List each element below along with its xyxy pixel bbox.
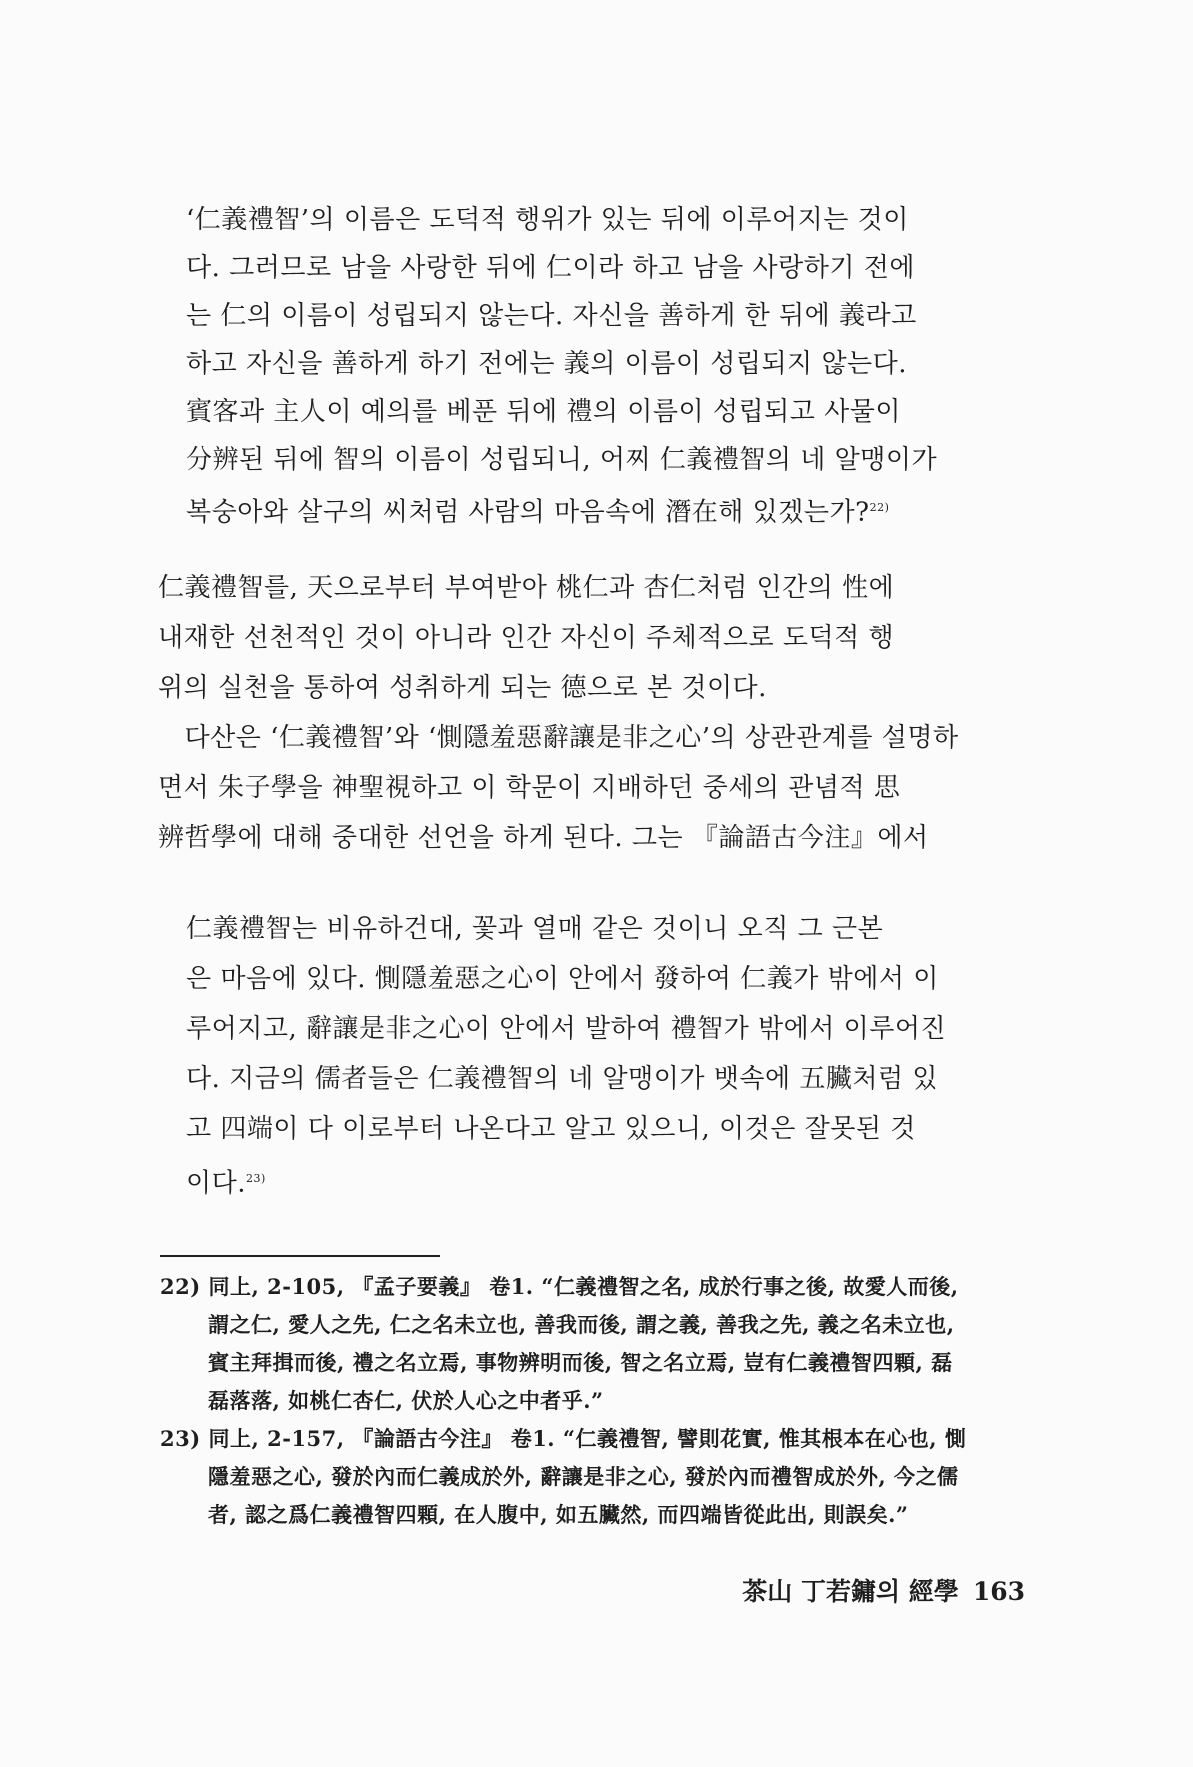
body-line: 辨哲學에 대해 중대한 선언을 하게 된다. 그는 『論語古今注』에서 bbox=[158, 823, 929, 853]
footnote-ref-23[interactable]: 23) bbox=[246, 1172, 266, 1185]
quote-line bbox=[186, 484, 937, 537]
body-line: 면서 朱子學을 神聖視하고 이 학문이 지배하던 중세의 관념적 思 bbox=[158, 773, 901, 803]
footnote-line: 隱羞惡之心, 發於內而仁義成於外, 辭讓是非之心, 發於內而禮智成於外, 今之儒 bbox=[208, 1464, 959, 1489]
block-quote-2 bbox=[186, 904, 946, 1209]
body-line: 仁義禮智를, 天으로부터 부여받아 桃仁과 杏仁처럼 인간의 性에 bbox=[158, 573, 895, 603]
footnote-22 bbox=[160, 1268, 966, 1420]
footnote-line: 23) 同上, 2-157, 『論語古今注』 卷1. “仁義禮智, 譬則花實, 惟其根本在心也, 惻 bbox=[160, 1426, 967, 1451]
footnote-23 bbox=[160, 1420, 966, 1534]
footnote-divider bbox=[160, 1255, 440, 1257]
body-line: 내재한 선천적인 것이 아니라 인간 자신이 주체적으로 도덕적 행 bbox=[158, 623, 895, 653]
footnote-line: 謂之仁, 愛人之先, 仁之名未立也, 善我而後, 謂之義, 善我之先, 義之名未立也, bbox=[208, 1312, 955, 1337]
body-line: 다산은 ‘仁義禮智’와 ‘惻隱羞惡辭讓是非之心’의 상관관계를 설명하 bbox=[158, 723, 959, 753]
quote-line: 賓客과 主人이 예의를 베푼 뒤에 禮의 이름이 성립되고 사물이 bbox=[186, 397, 901, 427]
quote-line-text: 이다. bbox=[186, 1168, 246, 1199]
quote-line: 하고 자신을 善하게 하기 전에는 義의 이름이 성립되지 않는다. bbox=[186, 349, 908, 379]
quote-line: 루어지고, 辭讓是非之心이 안에서 발하여 禮智가 밖에서 이루어진 bbox=[186, 1014, 947, 1044]
footnote-line: 22) 同上, 2-105, 『孟子要義』 卷1. “仁義禮智之名, 成於行事之後, 故愛人而後, bbox=[160, 1274, 959, 1299]
footnote-line: 者, 認之爲仁義禮智四顆, 在人腹中, 如五臟然, 而四端皆從此出, 則誤矣.” bbox=[208, 1502, 909, 1527]
body-paragraphs bbox=[158, 563, 959, 863]
quote-line: 은 마음에 있다. 惻隱羞惡之心이 안에서 發하여 仁義가 밖에서 이 bbox=[186, 964, 939, 994]
quote-line: 仁義禮智는 비유하건대, 꽃과 열매 같은 것이니 오직 그 근본 bbox=[186, 914, 884, 944]
quote-line: ‘仁義禮智’의 이름은 도덕적 행위가 있는 뒤에 이루어지는 것이 bbox=[186, 205, 909, 235]
footnotes bbox=[160, 1268, 966, 1534]
page-number: 163 bbox=[972, 1577, 1025, 1606]
quote-line: 는 仁의 이름이 성립되지 않는다. 자신을 善하게 한 뒤에 義라고 bbox=[186, 301, 917, 331]
quote-line: 分辨된 뒤에 智의 이름이 성립되니, 어찌 仁義禮智의 네 알맹이가 bbox=[186, 445, 938, 475]
quote-line bbox=[186, 1154, 946, 1209]
footnote-ref-22[interactable]: 22) bbox=[869, 501, 890, 514]
running-footer bbox=[742, 1572, 1025, 1608]
quote-line: 다. 지금의 儒者들은 仁義禮智의 네 알맹이가 뱃속에 五臟처럼 있 bbox=[186, 1064, 938, 1094]
footnote-line: 磊落落, 如桃仁杏仁, 伏於人心之中者乎.” bbox=[208, 1388, 604, 1413]
body-line: 위의 실천을 통하여 성취하게 되는 德으로 본 것이다. bbox=[158, 673, 767, 703]
block-quote-1 bbox=[186, 196, 937, 537]
quote-line: 다. 그러므로 남을 사랑한 뒤에 仁이라 하고 남을 사랑하기 전에 bbox=[186, 253, 915, 283]
quote-line: 고 四端이 다 이로부터 나온다고 알고 있으니, 이것은 잘못된 것 bbox=[186, 1114, 916, 1144]
quote-line-text: 복숭아와 살구의 씨처럼 사람의 마음속에 潛在해 있겠는가? bbox=[186, 497, 870, 528]
footnote-line: 賓主拜揖而後, 禮之名立焉, 事物辨明而後, 智之名立焉, 豈有仁義禮智四顆, 磊 bbox=[208, 1350, 953, 1375]
running-title: 茶山 丁若鏞의 經學 bbox=[742, 1577, 959, 1606]
